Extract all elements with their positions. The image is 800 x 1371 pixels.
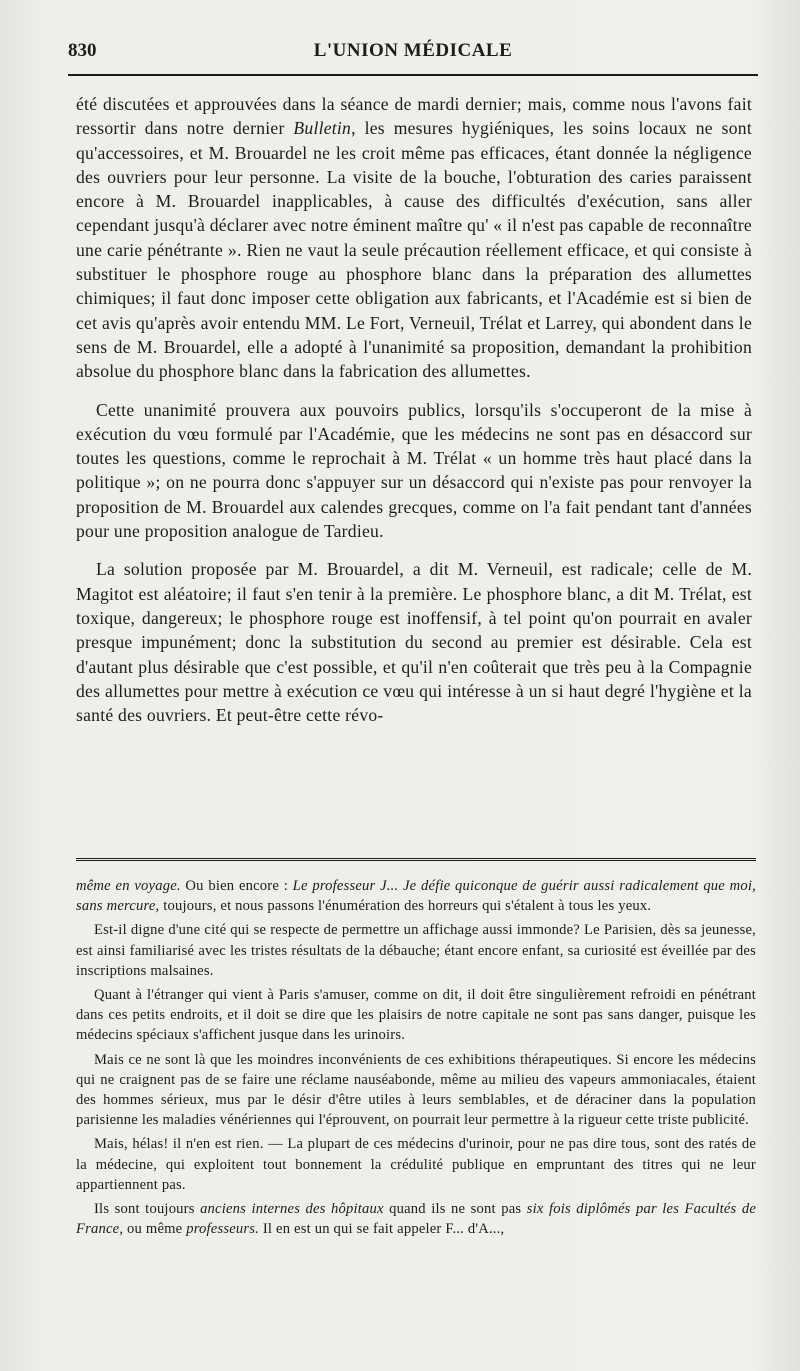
- feuilleton-paragraph: [76, 1134, 756, 1195]
- italic-text-segment: anciens internes des hôpitaux: [200, 1201, 384, 1218]
- italic-text-segment: même en voyage.: [76, 878, 181, 894]
- feuilleton-paragraph: [76, 920, 756, 981]
- feuilleton-paragraph: [76, 1199, 756, 1239]
- text-segment: Ils sont toujours: [94, 1201, 201, 1218]
- text-segment: Est-il digne d'une cité qui se respecte de permettre un affichage aussi immonde? Le Parisien, dès sa jeunesse, est ainsi familiarisé avec les tristes résultats de la débauche; étant encore enfant, sa curiosité est éveillée par des inscriptions malsaines.: [76, 922, 756, 979]
- feuilleton-paragraph: [76, 985, 756, 1046]
- text-segment: , les mesures hygiéniques, les soins locaux ne sont qu'accessoires, et M. Brouardel ne les croit même pas efficaces, étant donnée la négligence des ouvriers pour leur personne. La visite de la bouche, l'obturation des caries paraissent encore à M. Brouardel inapplicables, à cause des difficultés d'exécution, sans aller cependant jusqu'à déclarer avec notre éminent maître qu' « il n'est pas capable de reconnaître une carie pénétrante ». Rien ne vaut la seule précaution réellement efficace, et qui consiste à substituer le phosphore rouge au phosphore blanc dans la préparation des allumettes chimiques; il faut donc imposer cette obligation aux fabricants, et l'Académie est si bien de cet avis qu'après avoir entendu MM. Le Fort, Verneuil, Trélat et Larrey, qui abondent dans le sens de M. Brouardel, elle a adopté à l'unanimité sa proposition, demandant la prohibition absolue du phosphore blanc dans la fabrication des allumettes.: [76, 118, 752, 382]
- text-segment: Cette unanimité prouvera aux pouvoirs publics, lorsqu'ils s'occuperont de la mise à exécution du vœu formulé par l'Académie, que les médecins ne sont pas en désaccord sur toutes les questions, comme le reprochait à M. Trélat « un homme très haut placé dans la politique »; on ne pourra donc s'appuyer sur un désaccord qui n'existe pas pour renvoyer la proposition de M. Brouardel aux calendes grecques, comme on l'a fait pendant tant d'années pour une proposition analogue de Tardieu.: [76, 399, 752, 542]
- text-segment: Quant à l'étranger qui vient à Paris s'amuser, comme on dit, il doit être singulièrement refroidi en pénétrant dans ces petits endroits, et il doit se dire que les plaisirs de notre capitale ne sont pas sans danger, puisque les médecins spéciaux s'affichent jusque dans les urinoirs.: [76, 987, 756, 1044]
- main-article-body: [76, 92, 752, 741]
- text-segment: Mais, hélas! il n'en est rien. — La plupart de ces médecins d'urinoir, pour ne pas dire tous, sont des ratés de la médecine, qui exploitent tout bonnement la crédulité publique en empruntant des titres qui ne leur appartiennent pas.: [76, 1136, 756, 1193]
- header-rule: [68, 74, 758, 76]
- text-segment: été discutées et approuvées dans la séance de mardi dernier; mais, comme nous l'avons fait ressortir dans notre dernier: [76, 94, 752, 139]
- feuilleton-paragraph: [76, 876, 756, 916]
- feuilleton-paragraph: [76, 1050, 756, 1131]
- page-number: 830: [68, 40, 97, 61]
- text-segment: quand ils ne sont pas: [383, 1201, 527, 1218]
- italic-text-segment: Le professeur J... Je défie quiconque de guérir aussi radicalement que moi, sans mercure,: [76, 878, 757, 915]
- main-paragraph: [76, 557, 752, 727]
- page-header: [68, 40, 758, 70]
- text-segment: La solution proposée par M. Brouardel, a dit M. Verneuil, est radicale; celle de M. Magitot est aléatoire; il faut s'en tenir à la première. Le phosphore blanc, a dit M. Trélat, est toxique, dangereux; le phosphore rouge est inoffensif, à tel point qu'on pourrait en avaler presque impunément; donc la substitution du second au premier est désirable. Cela est d'autant plus désirable que c'est possible, et qu'il n'en coûterait que très peu à la Compagnie des allumettes pour mettre à exécution ce vœu qui intéresse à un si haut degré l'hygiène et la santé des ouvriers. Et peut-être cette révo-: [76, 559, 752, 726]
- text-segment: Il en est un qui se fait appeler F... d'A...,: [259, 1221, 505, 1238]
- text-segment: Ou bien encore :: [180, 878, 293, 894]
- text-segment: ou même: [123, 1221, 187, 1238]
- feuilleton-text: [76, 876, 756, 1243]
- text-segment: Mais ce ne sont là que les moindres inconvénients de ces exhibitions thérapeutiques. Si encore les médecins qui ne craignent pas de se faire une réclame nauséabonde, même au milieu des vapeurs ammoniacales, étaient des hommes sérieux, mus par le désir d'être utiles à leurs semblables, et de déraciner dans la population parisienne les maladies vénériennes qui l'éprouvent, on pourrait leur permettre à la rigueur cette triste publicité.: [76, 1051, 756, 1129]
- main-paragraph: [76, 92, 752, 384]
- feuilleton-separator-rule: [76, 858, 756, 861]
- main-paragraph: [76, 398, 752, 544]
- italic-text-segment: Bulletin: [293, 118, 352, 139]
- italic-text-segment: six fois diplômés par les Facultés de France,: [76, 1201, 757, 1238]
- running-title: L'UNION MÉDICALE: [313, 40, 513, 61]
- italic-text-segment: professeurs.: [186, 1221, 260, 1238]
- text-segment: toujours, et nous passons l'énumération des horreurs qui s'étalent à tous les yeux.: [159, 898, 652, 915]
